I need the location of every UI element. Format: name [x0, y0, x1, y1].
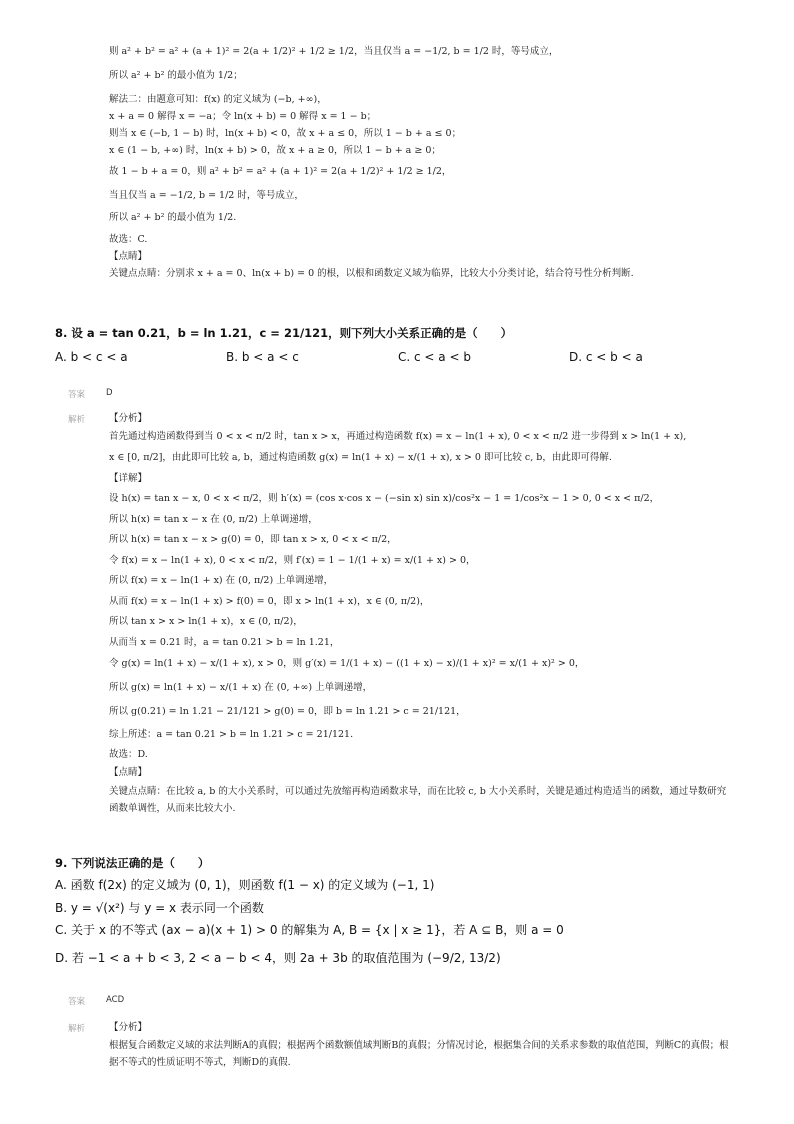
q8-line-12: 从而当 x = 0.21 时，a = tan 0.21 > b = ln 1.21，: [109, 637, 340, 648]
q8-line-6: 所以 h(x) = tan x − x 在 (0, π/2) 上单调递增，: [109, 514, 318, 525]
q8-option-a[interactable]: A. b < c < a: [55, 350, 128, 364]
q9-option-a[interactable]: A. 函数 f(2x) 的定义域为 (0, 1)，则函数 f(1 − x) 的定义域为 (−1, 1): [55, 878, 435, 892]
q8-line-17: 故选：D.: [109, 749, 148, 760]
q9-line-1: 【分析】: [109, 1022, 148, 1033]
q8-option-b[interactable]: B. b < a < c: [226, 350, 299, 364]
q8-answer-tag: 答案: [68, 390, 86, 400]
q7-line-5: 则当 x ∈ (−b, 1 − b) 时，ln(x + b) < 0，故 x + a ≤ 0，所以 1 − b + a ≤ 0；: [109, 128, 462, 139]
q8-line-7: 所以 h(x) = tan x − x > g(0) = 0，即 tan x > x, 0 < x < π/2，: [109, 534, 397, 545]
q7-line-9: 所以 a² + b² 的最小值为 1/2.: [109, 212, 237, 223]
q7-line-12: 关键点点睛：分别求 x + a = 0、ln(x + b) = 0 的根，以根和函数定义域为临界，比较大小分类讨论，结合符号性分析判断.: [109, 268, 634, 279]
q7-line-4: x + a = 0 解得 x = −a；令 ln(x + b) = 0 解得 x = 1 − b；: [109, 111, 377, 122]
q8-line-11: 所以 tan x > x > ln(1 + x)，x ∈ (0, π/2)，: [109, 616, 303, 627]
q8-line-10: 从而 f(x) = x − ln(1 + x) > f(0) = 0，即 x > ln(1 + x)，x ∈ (0, π/2)，: [109, 596, 430, 607]
q8-analysis-tag: 解析: [68, 415, 86, 425]
q8-line-3: x ∈ [0, π/2]，由此即可比较 a, b，通过构造函数 g(x) = ln(1 + x) − x/(1 + x), x > 0 即可比较 c, b，由此即可得解.: [109, 452, 612, 463]
q8-line-1: 【分析】: [109, 413, 148, 424]
q7-line-10: 故选：C.: [109, 234, 148, 245]
q9-analysis-tag: 解析: [68, 1024, 86, 1034]
q7-line-2: 所以 a² + b² 的最小值为 1/2；: [109, 70, 243, 81]
q7-line-3: 解法二：由题意可知：f(x) 的定义域为 (−b, +∞)，: [109, 94, 327, 105]
q7-line-7: 故 1 − b + a = 0，则 a² + b² = a² + (a + 1)² = 2(a + 1/2)² + 1/2 ≥ 1/2，: [109, 166, 452, 177]
q9-stem: 9. 下列说法正确的是（ ）: [55, 856, 210, 870]
q8-line-8: 令 f(x) = x − ln(1 + x), 0 < x < π/2，则 f′(x) = 1 − 1/(1 + x) = x/(1 + x) > 0，: [109, 555, 476, 566]
q8-line-16: 综上所述：a = tan 0.21 > b = ln 1.21 > c = 21/121.: [109, 729, 354, 740]
q8-option-d[interactable]: D. c < b < a: [569, 350, 643, 364]
q9-option-d[interactable]: D. 若 −1 < a + b < 3, 2 < a − b < 4，则 2a + 3b 的取值范围为 (−9/2, 13/2): [55, 951, 501, 965]
q8-line-18: 【点睛】: [109, 767, 148, 778]
q9-option-b[interactable]: B. y = √(x²) 与 y = x 表示同一个函数: [55, 901, 264, 915]
q7-line-8: 当且仅当 a = −1/2, b = 1/2 时，等号成立，: [109, 190, 304, 201]
q9-answer: ACD: [106, 995, 125, 1005]
q8-line-9: 所以 f(x) = x − ln(1 + x) 在 (0, π/2) 上单调递增，: [109, 575, 334, 586]
q8-line-5: 设 h(x) = tan x − x, 0 < x < π/2，则 h′(x) = (cos x·cos x − (−sin x) sin x)/cos²x − 1 = 1/cos²x − 1 > 0, 0 < x < π/2，: [109, 493, 660, 504]
q7-line-11: 【点睛】: [109, 251, 148, 262]
q8-line-14: 所以 g(x) = ln(1 + x) − x/(1 + x) 在 (0, +∞) 上单调递增，: [109, 682, 373, 693]
q7-line-1: 则 a² + b² = a² + (a + 1)² = 2(a + 1/2)² + 1/2 ≥ 1/2，当且仅当 a = −1/2, b = 1/2 时，等号成立，: [109, 46, 559, 57]
q8-answer: D: [106, 388, 113, 398]
q9-line-2: 根据复合函数定义域的求法判断A的真假；根据两个函数额值域判断B的真假；分情况讨论，根据集合间的关系求参数的取值范围，判断C的真假；根据不等式的性质证明不等式，判断D的真假.: [109, 1040, 729, 1068]
q8-line-19: 关键点点睛：在比较 a, b 的大小关系时，可以通过先放缩再构造函数求导，而在比较 c, b 大小关系时，关键是通过构造适当的函数，通过导数研究函数单调性，从而来比较大小.: [109, 786, 727, 814]
q9-answer-tag: 答案: [68, 997, 86, 1007]
q9-option-c[interactable]: C. 关于 x 的不等式 (ax − a)(x + 1) > 0 的解集为 A, B = {x | x ≥ 1}，若 A ⊆ B，则 a = 0: [55, 923, 564, 937]
q8-stem: 8. 设 a = tan 0.21，b = ln 1.21，c = 21/121，则下列大小关系正确的是（ ）: [55, 326, 513, 340]
q8-line-4: 【详解】: [109, 473, 148, 484]
q7-line-6: x ∈ (1 − b, +∞) 时，ln(x + b) > 0，故 x + a ≥ 0，所以 1 − b + a ≥ 0；: [109, 145, 441, 156]
q8-option-c[interactable]: C. c < a < b: [398, 350, 471, 364]
q8-line-15: 所以 g(0.21) = ln 1.21 − 21/121 > g(0) = 0，即 b = ln 1.21 > c = 21/121，: [109, 706, 466, 717]
q8-line-13: 令 g(x) = ln(1 + x) − x/(1 + x), x > 0，则 g′(x) = 1/(1 + x) − ((1 + x) − x)/(1 + x)² = x/(1 + x)² > 0，: [109, 658, 585, 669]
q8-line-2: 首先通过构造函数得到当 0 < x < π/2 时，tan x > x，再通过构造函数 f(x) = x − ln(1 + x), 0 < x < π/2 进一步得到 x > ln(1 + x),: [109, 431, 687, 442]
